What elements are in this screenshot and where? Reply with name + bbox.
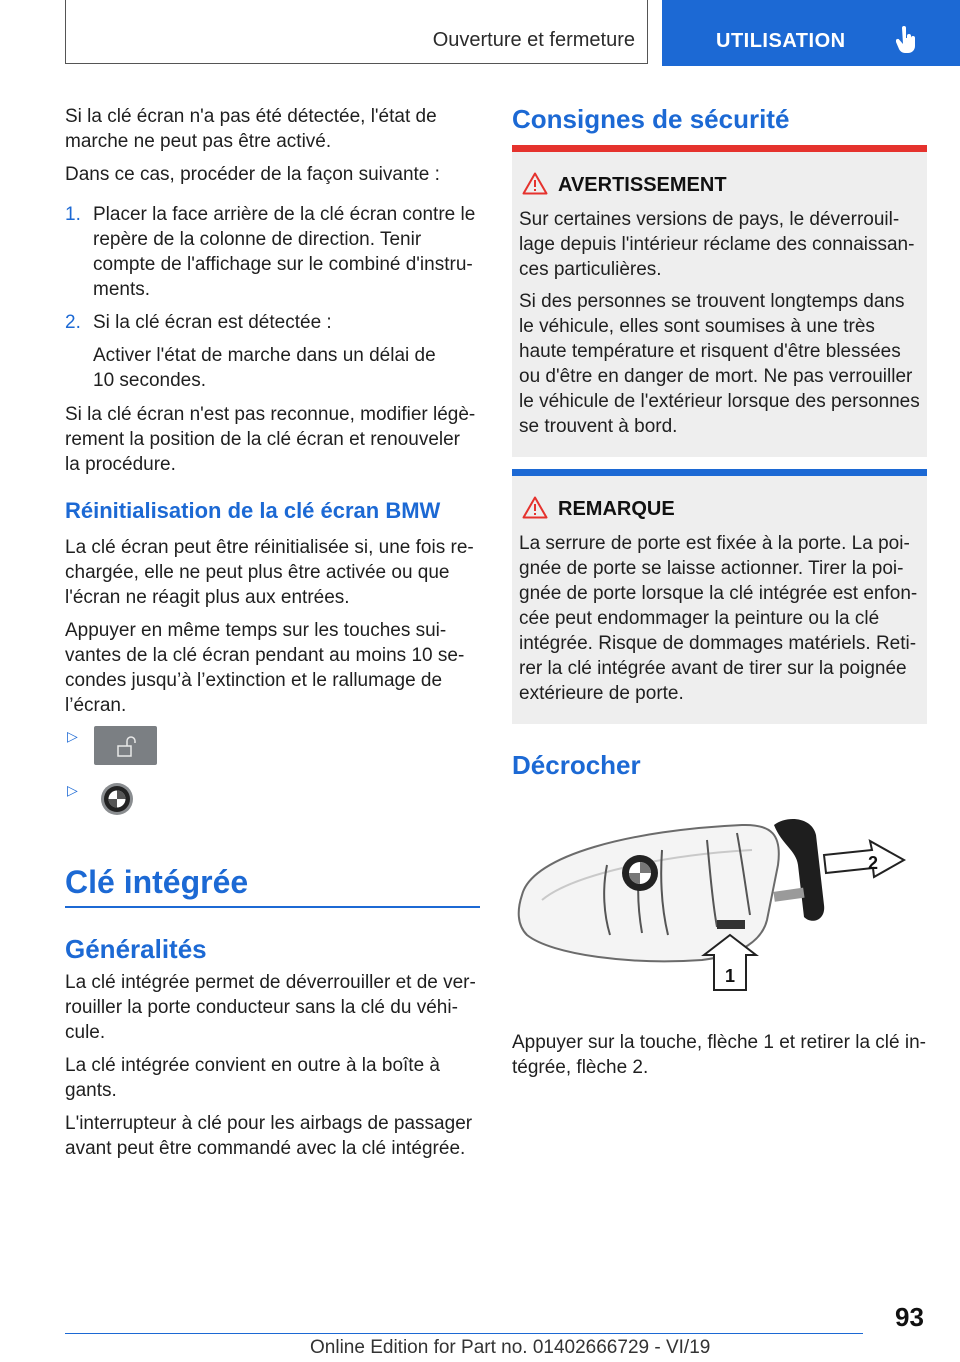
step-number: 1. — [65, 204, 81, 225]
safety-heading: Consignes de sécurité — [512, 104, 790, 134]
page-number: 93 — [895, 1302, 924, 1332]
general-paragraph: L'interrupteur à clé pour les airbags de passager avant peut être commandé avec la clé intégrée. — [65, 1113, 473, 1159]
step-text: Placer la face arrière de la clé écran contre le repère de la colonne de direction. Tenir compte de l'affichage sur le combiné d'instruments. — [93, 204, 476, 300]
bullet-marker: ▷ — [67, 782, 78, 798]
header-section-title: Ouverture et fermeture — [432, 29, 635, 51]
note-body — [519, 531, 924, 713]
warning-paragraph: Sur certaines versions de pays, le déverrouillage depuis l'intérieur réclame des connaissances particulières. — [519, 209, 915, 280]
step-text: Si la clé écran est détectée : — [93, 312, 332, 333]
heading-rule — [65, 906, 480, 908]
detach-paragraph: Appuyer sur la touche, flèche 1 et retirer la clé intégrée, flèche 2. — [512, 1032, 926, 1078]
reset-heading: Réinitialisation de la clé écran BMW — [65, 498, 441, 523]
unlock-button-image — [94, 726, 157, 765]
detach-heading: Décrocher — [512, 750, 641, 780]
warning-paragraph: Si des personnes se trouvent longtemps dans le véhicule, elles sont soumises à une très haute température et risquent d'être blessées ou d'être en danger de mort. Ne pas verrouiller le véhicule de l'extérieur lorsque des personnes se trouvent à bord. — [519, 291, 920, 437]
reset-instructions: Appuyer en même temps sur les touches suivantes de la clé écran pendant au moins 10 secondes jusqu’à l’extinction et le rallumage de l’écran. — [65, 620, 465, 716]
retry-paragraph: Si la clé écran n'est pas reconnue, modifier légèrement la position de la clé écran et renouveler la procédure. — [65, 404, 476, 475]
warning-triangle-icon — [522, 496, 548, 519]
bmw-logo-button-image — [100, 782, 134, 816]
footer-rule — [65, 1333, 863, 1334]
reset-paragraph: La clé écran peut être réinitialisée si, une fois rechargée, elle ne peut plus être activée ou que l'écran ne réagit plus aux entrées. — [65, 537, 474, 608]
step-subtext: Activer l'état de marche dans un délai de 10 secondes. — [93, 345, 436, 391]
general-paragraph: La clé intégrée convient en outre à la boîte à gants. — [65, 1055, 440, 1101]
note-paragraph: La serrure de porte est fixée à la porte. La poignée de porte se laisse actionner. Tirer la poignée de porte lorsque la clé intégrée est enfoncée peut endommager la peinture ou la clé intégrée. Risque de dommages matériels. Retirer la clé intégrée avant de tirer sur la poignée extérieure de porte. — [519, 533, 918, 704]
warning-box — [512, 145, 927, 457]
header-chapter-tab[interactable] — [662, 0, 960, 66]
note-title: REMARQUE — [558, 498, 675, 520]
warning-triangle-icon — [522, 172, 548, 195]
warning-body — [519, 207, 924, 446]
general-heading: Généralités — [65, 934, 207, 964]
key-detach-illustration — [512, 805, 932, 1015]
warning-title: AVERTISSEMENT — [558, 174, 727, 196]
hand-pointer-icon — [896, 26, 918, 54]
arrow-2-label: 2 — [868, 853, 879, 873]
footer-edition: Online Edition for Part no. 01402666729 - VI/19 — [310, 1337, 711, 1358]
note-box — [512, 469, 927, 724]
bmw-logo-icon — [100, 782, 134, 816]
integrated-key-heading: Clé intégrée — [65, 864, 249, 900]
step-number: 2. — [65, 312, 81, 333]
intro-paragraph: Si la clé écran n'a pas été détectée, l'état de marche ne peut pas être activé. — [65, 106, 437, 152]
bullet-marker: ▷ — [67, 728, 78, 744]
header-chapter-label: UTILISATION — [716, 30, 846, 52]
unlock-icon — [94, 726, 157, 765]
procedure-intro: Dans ce cas, procéder de la façon suivante : — [65, 164, 440, 185]
arrow-1-label: 1 — [725, 966, 736, 986]
general-paragraph: La clé intégrée permet de déverrouiller et de verrouiller la porte conducteur sans la clé du véhicule. — [65, 972, 476, 1043]
